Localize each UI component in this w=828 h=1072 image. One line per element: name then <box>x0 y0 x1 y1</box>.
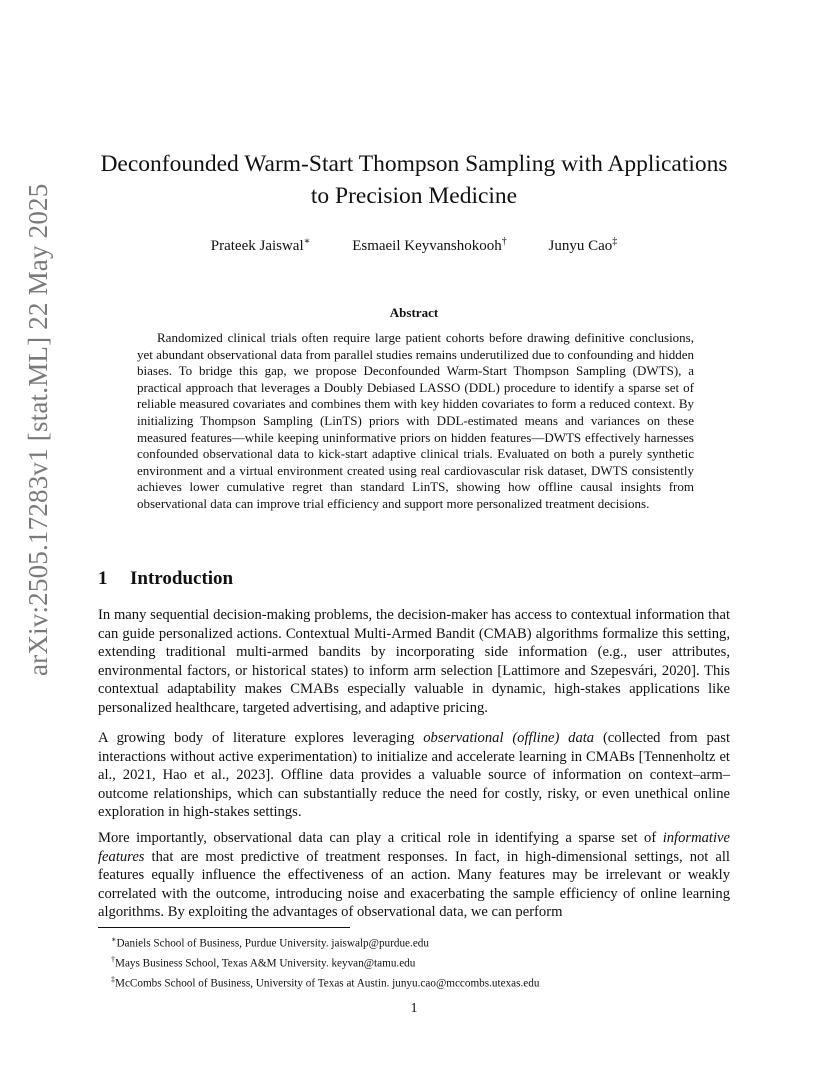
abstract-text: Randomized clinical trials often require large patient cohorts before drawing definitive conclusions, yet abundant observational data from parallel studies remains underutilized due to confounding and hidden biases. To bridge this gap, we propose Deconfounded Warm-Start Thompson Sampling (DWTS), a practical approach that leverages a Doubly Debiased LASSO (DDL) procedure to identify a sparse set of reliable measured covariates and combines them with key hidden covariates to form a reduced context. By initializing Thompson Sampling (LinTS) priors with DDL-estimated means and variances on these measured features—while keeping uninformative priors on hidden features—DWTS effectively harnesses confounded observational data to kick-start adaptive clinical trials. Evaluated on both a purely synthetic environment and a virtual environment created using real cardiovascular risk dataset, DWTS consistently achieves lower cumulative regret than standard LinTS, showing how offline causal insights from observational data can improve trial efficiency and support more personalized treatment decisions. <box>137 330 694 511</box>
intro-paragraph-1: In many sequential decision-making problems, the decision-maker has access to contextual information that can guide personalized actions. Contextual Multi-Armed Bandit (CMAB) algorithms formalize this setting, extending traditional multi-armed bandits by incorporating side information (e.g., user attributes, environmental factors, or historical states) to inform arm selection [Lattimore and Szepesvári, 2020]. This contextual adaptability makes CMABs especially valuable in dynamic, high-stakes applications like personalized healthcare, targeted advertising, and adaptive pricing. <box>98 607 730 716</box>
section-title: Introduction <box>130 568 234 589</box>
author-name: Prateek Jaiswal <box>210 238 304 254</box>
author-name: Esmaeil Keyvanshokooh <box>352 238 502 254</box>
author-3 <box>549 238 618 254</box>
footnotes <box>111 932 539 992</box>
intro-paragraph-3 <box>98 829 730 922</box>
paragraph-text: A growing body of literature explores leveraging <box>98 730 424 746</box>
paragraph-text: (collected from past interactions without active experimentation) to initialize and accelerate learning in CMABs [Tennenholtz et al., 2021, Hao et al., 2023]. Offline data provides a valuable source of information on context–arm–outcome relationships, which can substantially reduce the need for costly, risky, or even unethical online exploration in high-stakes settings. <box>98 730 731 821</box>
paragraph-text: More importantly, observational data can play a critical role in identifying a sparse set of <box>98 830 663 846</box>
author-footnote-mark: ∗ <box>303 236 311 247</box>
section-number: 1 <box>98 568 108 589</box>
abstract-heading: Abstract <box>389 305 439 320</box>
paper-title: Deconfounded Warm-Start Thompson Sampling with Applications to Precision Medicine <box>100 151 728 209</box>
emphasized-text: informative features <box>98 830 730 865</box>
footnote-text: McCombs School of Business, University of Texas at Austin. junyu.cao@mccombs.utexas.edu <box>115 978 540 991</box>
paragraph-text: that are most predictive of treatment responses. In fact, in high-dimensional settings, not all features equally influence the effectiveness of an action. Many features may be irrelevant or weakly correlated with the outcome, introducing noise and exacerbating the sample efficiency of online learning algorithms. By exploiting the advantages of observational data, we can perform <box>98 848 730 921</box>
footnote-mark: ‡ <box>111 975 115 985</box>
intro-paragraph-2 <box>98 729 730 822</box>
author-footnote-mark: † <box>501 236 507 247</box>
footnote-text: Mays Business School, Texas A&M University. keyvan@tamu.edu <box>115 957 416 970</box>
footnote-text: Daniels School of Business, Purdue University. jaiswalp@purdue.edu <box>116 937 429 950</box>
author-list <box>90 236 738 255</box>
footnote <box>111 952 539 972</box>
author-2 <box>352 238 507 254</box>
footnote <box>111 932 539 952</box>
footnote-mark: ∗ <box>111 935 117 944</box>
footnote-divider <box>98 927 350 928</box>
author-footnote-mark: ‡ <box>612 236 618 247</box>
emphasized-text: observational (offline) data <box>423 730 595 746</box>
footnote <box>111 972 539 992</box>
section-heading <box>98 568 233 590</box>
author-1 <box>211 238 311 254</box>
page-number: 1 <box>410 1001 418 1016</box>
arxiv-identifier-stamp: arXiv:2505.17283v1 [stat.ML] 22 May 2025 <box>23 183 53 676</box>
author-name: Junyu Cao <box>548 238 613 254</box>
footnote-mark: † <box>111 955 115 965</box>
